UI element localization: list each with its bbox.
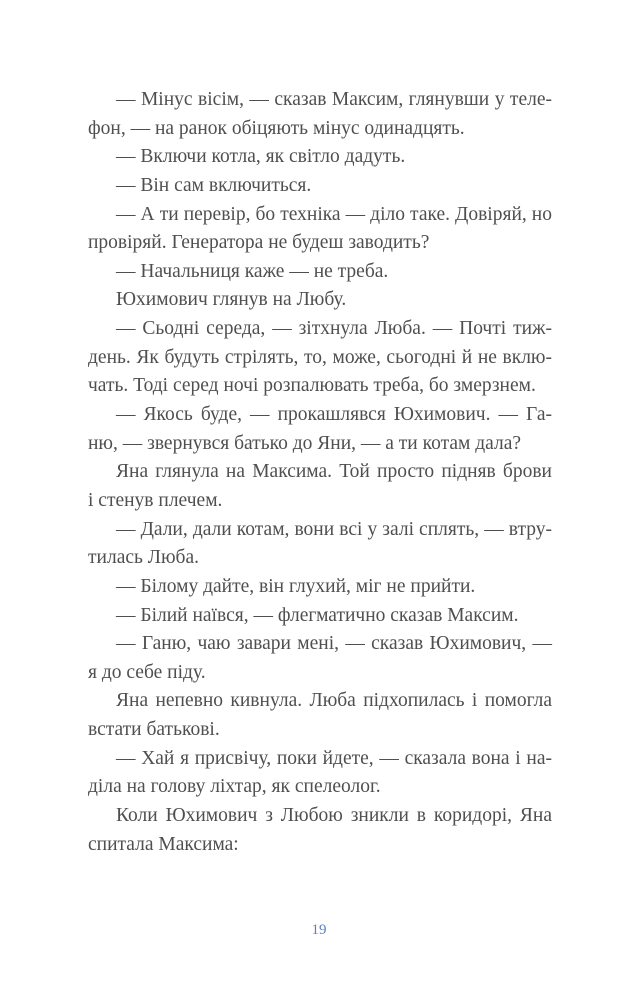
text-line: тилась Люба. — [88, 547, 200, 569]
text-line: — Дали, дали котам, вони всі у залі сплять, — втру- — [116, 518, 552, 540]
paragraph — [88, 516, 552, 573]
paragraph — [88, 573, 552, 602]
text-line: — Сьодні середа, — зітхнула Люба. — Почті тиж- — [116, 318, 552, 340]
text-line: Яна непевно кивнула. Люба підхопилась і помогла — [116, 690, 552, 712]
text-line: провіряй. Генератора не будеш заводить? — [88, 232, 430, 254]
paragraph — [88, 286, 552, 315]
paragraph — [88, 630, 552, 687]
text-line: Коли Юхимович з Любою зникли в коридорі, Яна — [116, 805, 552, 827]
text-line: — А ти перевір, бо техніка — діло таке. Довіряй, но — [116, 203, 552, 225]
text-line: — Ганю, чаю завари мені, — сказав Юхимович, — — [116, 633, 552, 655]
text-line: ділa на голову ліхтар, як спелеолог. — [88, 776, 381, 798]
paragraph — [88, 86, 552, 143]
text-line: — Включи котла, як світло дадуть. — [116, 146, 406, 168]
paragraph — [88, 315, 552, 401]
text-line: — Начальниця каже — не треба. — [116, 260, 389, 282]
paragraph — [88, 458, 552, 515]
text-line: день. Як будуть стрілять, то, може, сьогодні й не вклю- — [88, 346, 552, 368]
paragraph — [88, 687, 552, 744]
text-line: — Якось буде, — прокашлявся Юхимович. — Га- — [116, 404, 552, 426]
page-body — [88, 86, 552, 859]
paragraph — [88, 745, 552, 802]
text-line: і стенув плечем. — [88, 489, 223, 511]
text-line: Юхимович глянув на Любу. — [116, 289, 347, 311]
paragraph — [88, 143, 552, 172]
paragraph — [88, 258, 552, 287]
text-line: встати батькові. — [88, 719, 220, 741]
paragraph — [88, 172, 552, 201]
text-line: я до себе піду. — [88, 661, 206, 683]
text-line: ню, — звернувся батько до Яни, — а ти котам дала? — [88, 432, 522, 454]
text-line: Яна глянула на Максима. Той просто підняв брови — [116, 461, 552, 483]
text-line: — Він сам включиться. — [116, 174, 312, 196]
paragraph — [88, 602, 552, 631]
text-line: спитала Максима: — [88, 833, 239, 855]
text-line: фон, — на ранок обіцяють мінус одинадцять. — [88, 117, 465, 139]
paragraph — [88, 201, 552, 258]
text-line: — Білий наївся, — флегматично сказав Максим. — [116, 604, 519, 626]
text-line: — Білому дайте, він глухий, міг не прийти. — [116, 575, 476, 597]
text-line: чать. Тоді серед ночі розпалювать треба, бо змерзнем. — [88, 375, 536, 397]
text-line: — Мінус вісім, — сказав Максим, глянувши у теле- — [116, 89, 552, 110]
paragraph — [88, 401, 552, 458]
page-number: 19 — [311, 922, 327, 938]
text-line: — Хай я присвічу, поки йдете, — сказала вона і на- — [116, 747, 552, 769]
paragraph — [88, 802, 552, 859]
